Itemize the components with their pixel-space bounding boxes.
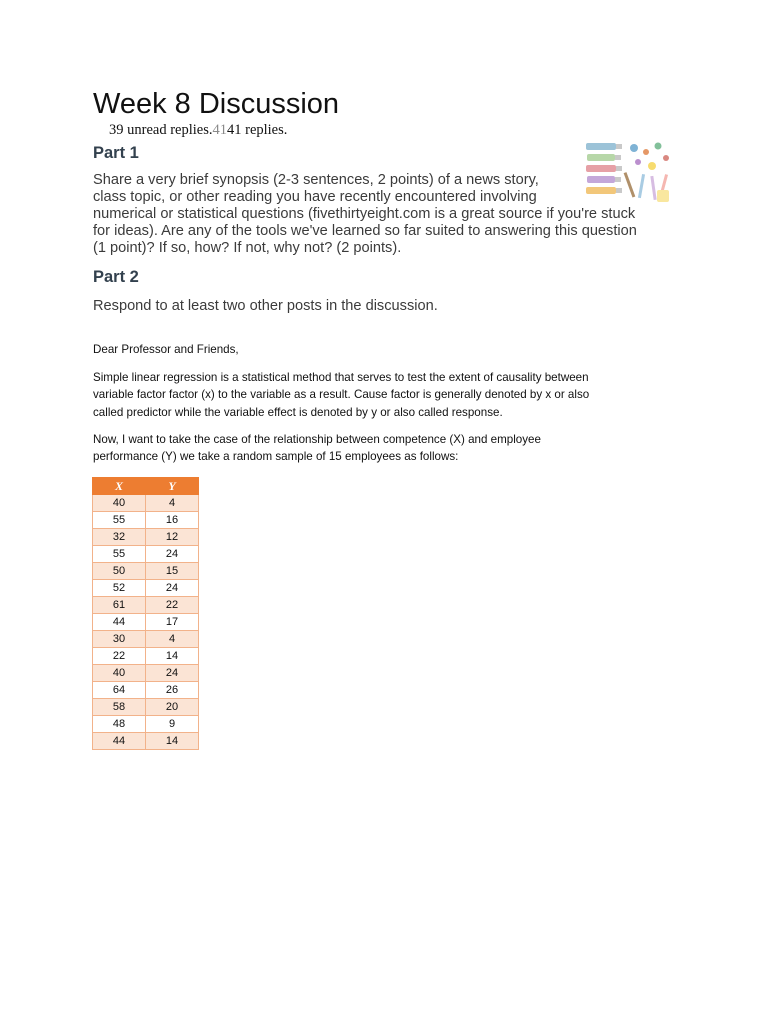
replies-status[interactable] [109,122,287,138]
table-row [93,648,199,665]
table-cell: 4 [146,631,199,648]
table-row [93,699,199,716]
table-row [93,563,199,580]
table-cell: 30 [93,631,146,648]
table-cell: 55 [93,546,146,563]
table-row [93,733,199,750]
data-table [92,477,199,750]
table-cell: 16 [146,512,199,529]
table-cell: 55 [93,512,146,529]
paragraph-line: variable factor factor (x) to the variable as a result. Cause factor is generally denoted by x or also [93,388,590,402]
table-row [93,614,199,631]
table-header-row [93,478,199,495]
table-cell: 22 [93,648,146,665]
table-cell: 40 [93,665,146,682]
table-header-y: Y [146,478,199,495]
table-cell: 14 [146,733,199,750]
table-row [93,546,199,563]
letter-greeting: Dear Professor and Friends, [93,343,239,356]
part1-line: class topic, or other reading you have recently encountered involving [93,189,537,206]
table-cell: 44 [93,614,146,631]
table-cell: 40 [93,495,146,512]
table-row [93,631,199,648]
page-title: Week 8 Discussion [93,88,340,120]
table-cell: 44 [93,733,146,750]
paragraph-line: called predictor while the variable effect is denoted by y or also called response. [93,405,503,419]
part2-heading: Part 2 [93,268,139,286]
table-cell: 48 [93,716,146,733]
paragraph-line: performance (Y) we take a random sample of 15 employees as follows: [93,450,459,464]
part1-line: for ideas). Are any of the tools we've learned so far suited to answering this question [93,223,637,240]
table-cell: 12 [146,529,199,546]
table-row [93,597,199,614]
table-cell: 20 [146,699,199,716]
table-cell: 17 [146,614,199,631]
part1-heading: Part 1 [93,144,139,162]
paragraph-line: Simple linear regression is a statistical method that serves to test the extent of causality between [93,371,589,384]
table-row [93,580,199,597]
letter-paragraph-1 [93,369,673,421]
part2-body: Respond to at least two other posts in the discussion. [93,298,438,314]
table-cell: 22 [146,597,199,614]
table-cell: 32 [93,529,146,546]
table-cell: 14 [146,648,199,665]
table-cell: 24 [146,546,199,563]
table-row [93,665,199,682]
paint-tubes-and-brushes-icon [582,140,674,206]
table-cell: 64 [93,682,146,699]
letter-paragraph-2 [93,431,673,466]
table-row [93,495,199,512]
table-row [93,716,199,733]
table-row [93,682,199,699]
table-cell: 4 [146,495,199,512]
table-cell: 24 [146,665,199,682]
table-header-x: X [93,478,146,495]
table-cell: 24 [146,580,199,597]
table-cell: 50 [93,563,146,580]
table-cell: 15 [146,563,199,580]
replies-count-gray: 41 [212,122,227,138]
table-cell: 9 [146,716,199,733]
table-row [93,529,199,546]
table-cell: 58 [93,699,146,716]
paragraph-line: Now, I want to take the case of the relationship between competence (X) and employee [93,433,541,446]
table-cell: 26 [146,682,199,699]
part1-line: Share a very brief synopsis (2-3 sentences, 2 points) of a news story, [93,172,539,188]
table-row [93,512,199,529]
part1-line: (1 point)? If so, how? If not, why not? (2 points). [93,240,402,257]
table-cell: 61 [93,597,146,614]
replies-count: 41 replies. [226,122,288,138]
table-cell: 52 [93,580,146,597]
unread-replies-count: 39 unread replies. [109,122,213,138]
part1-line: numerical or statistical questions (fivethirtyeight.com is a great source if you're stuck [93,206,636,223]
